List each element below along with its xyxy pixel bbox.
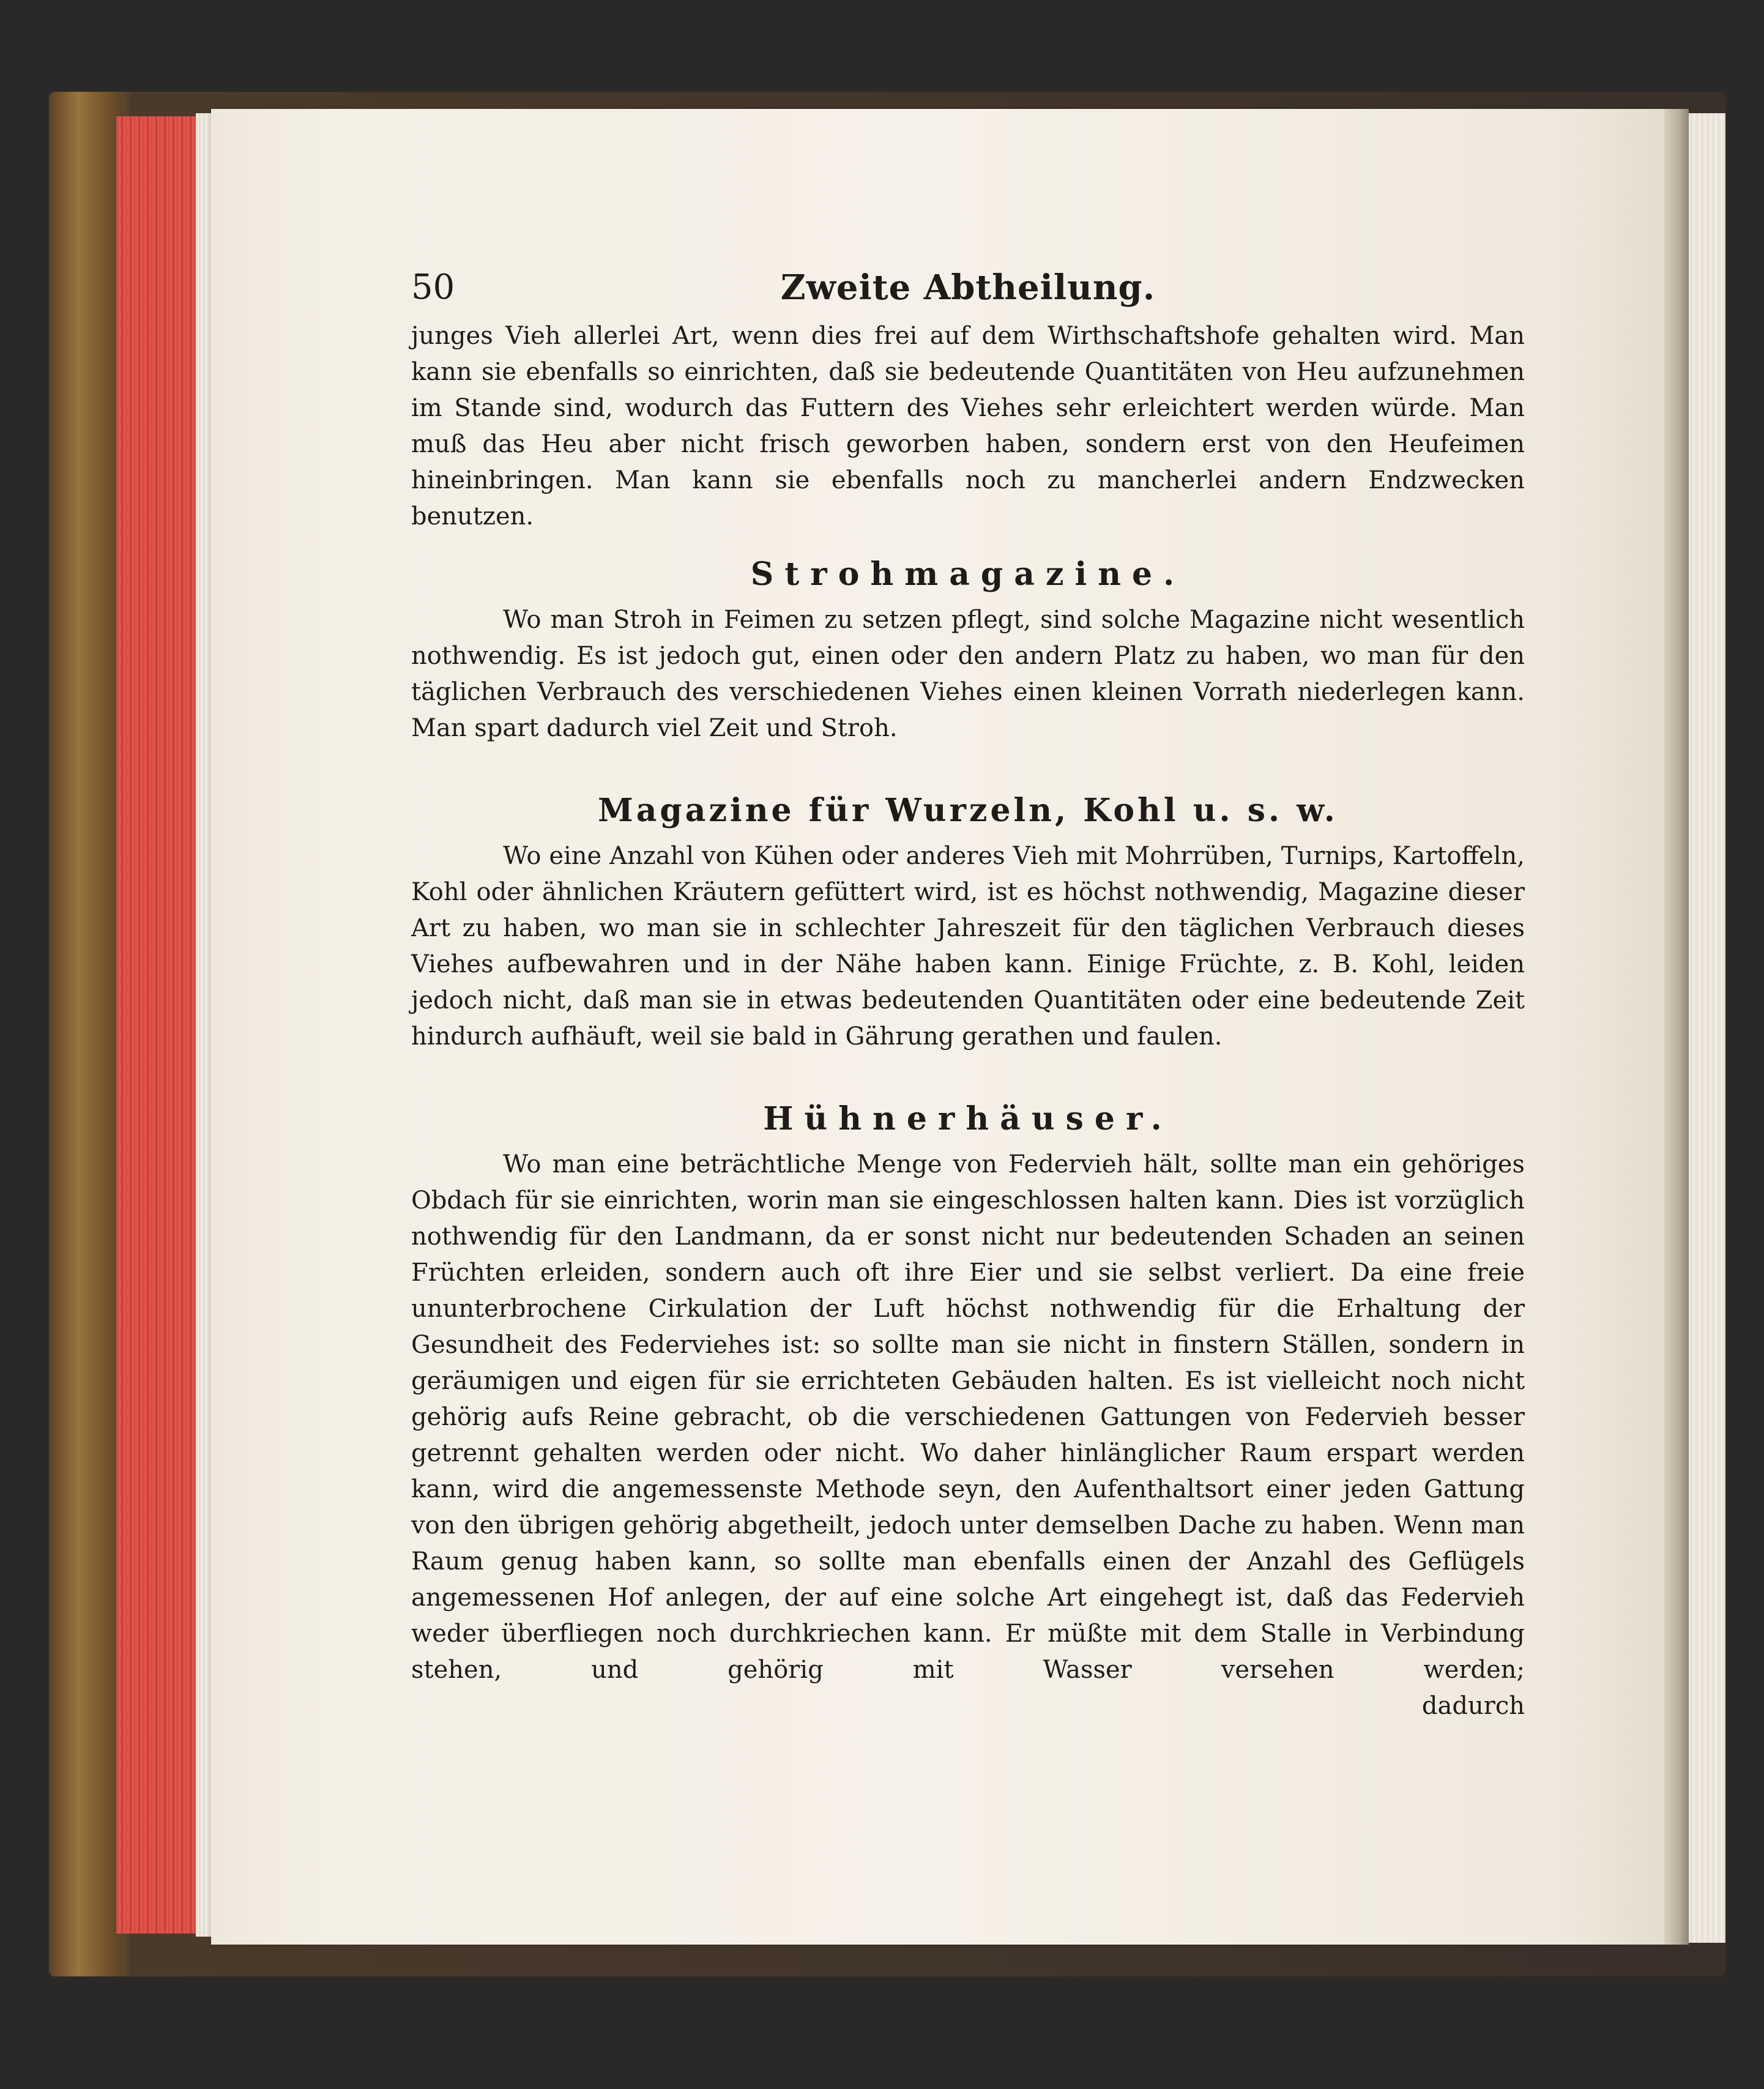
page-gutter — [1664, 109, 1689, 1945]
page-content — [411, 257, 1525, 1724]
section-heading-magazine-wurzeln: Magazine für Wurzeln, Kohl u. s. w. — [598, 792, 1338, 829]
section-heading-strohmagazine: Strohmagazine. — [750, 556, 1186, 593]
facing-page-edge — [1689, 113, 1725, 1943]
page-number: 50 — [411, 267, 455, 307]
running-title: Zweite Abtheilung. — [780, 267, 1156, 308]
book-spine-edge — [49, 92, 122, 1976]
running-head — [411, 257, 1525, 318]
wurzeln-paragraph: Wo eine Anzahl von Kühen oder anderes Vieh mit Mohrrüben, Turnips, Kartoffeln, Kohl oder ähnlichen Kräutern gefüttert wird, ist es höchst nothwendig, Magazine dieser Art zu haben, wo man sie in schlechter Jahreszeit für den täglichen Verbrauch dieses Viehes aufbewahren und in der Nähe haben kann. Einige Früchte, z. B. Kohl, leiden jedoch nicht, daß man sie in etwas bedeutenden Quantitäten oder eine bedeutende Zeit hindurch aufhäuft, weil sie bald in Gährung gerathen und faulen. — [411, 842, 1525, 1051]
intro-paragraph: junges Vieh allerlei Art, wenn dies frei auf dem Wirthschaftshofe gehalten wird. Man kann sie ebenfalls so einrichten, daß sie bedeutende Quantitäten von Heu aufzunehmen im Stande sind, wodurch das Futtern des Viehes sehr erleichtert werden würde. Man muß das Heu aber nicht frisch geworben haben, sondern erst von den Heufeimen hineinbringen. Man kann sie ebenfalls noch zu mancherlei andern Endzwecken benutzen. — [411, 322, 1525, 531]
red-page-edges — [116, 116, 208, 1934]
section-heading-huehnerhaeuser: Hühnerhäuser. — [763, 1100, 1173, 1138]
huehnerhaeuser-paragraph: Wo man eine beträchtliche Menge von Federvieh hält, sollte man ein gehöriges Obdach für sie einrichten, worin man sie eingeschlossen halten kann. Dies ist vorzüglich nothwendig für den Landmann, da er sonst nicht nur bedeutenden Schaden an seinen Früchten erleiden, sondern auch oft ihre Eier und sie selbst verliert. Da eine freie ununterbrochene Cirkulation der Luft höchst nothwendig für die Erhaltung der Gesundheit des Federviehes ist: so sollte man sie nicht in finstern Ställen, sondern in geräumigen und eigen für sie errichteten Gebäuden halten. Es ist vielleicht noch nicht gehörig aufs Reine gebracht, ob die verschiedenen Gattungen von Federvieh besser getrennt gehalten werden oder nicht. Wo daher hinlänglicher Raum erspart werden kann, wird die angemessenste Methode seyn, den Aufenthaltsort einer jeden Gattung von den übrigen gehörig abgetheilt, jedoch unter demselben Dache zu haben. Wenn man Raum genug haben kann, so sollte man ebenfalls einen der Anzahl des Geflügels angemessenen Hof anlegen, der auf eine solche Art eingehegt ist, daß das Federvieh weder überfliegen noch durchkriechen kann. Er müßte mit dem Stalle in Verbindung stehen, und gehörig mit Wasser versehen werden; — [411, 1150, 1525, 1684]
strohmagazine-paragraph: Wo man Stroh in Feimen zu setzen pflegt, sind solche Magazine nicht wesentlich nothwendig. Es ist jedoch gut, einen oder den andern Platz zu haben, wo man für den täglichen Verbrauch des verschiedenen Viehes einen kleinen Vorrath niederlegen kann. Man spart dadurch viel Zeit und Stroh. — [411, 606, 1525, 742]
catchword: dadurch — [1421, 1692, 1525, 1720]
